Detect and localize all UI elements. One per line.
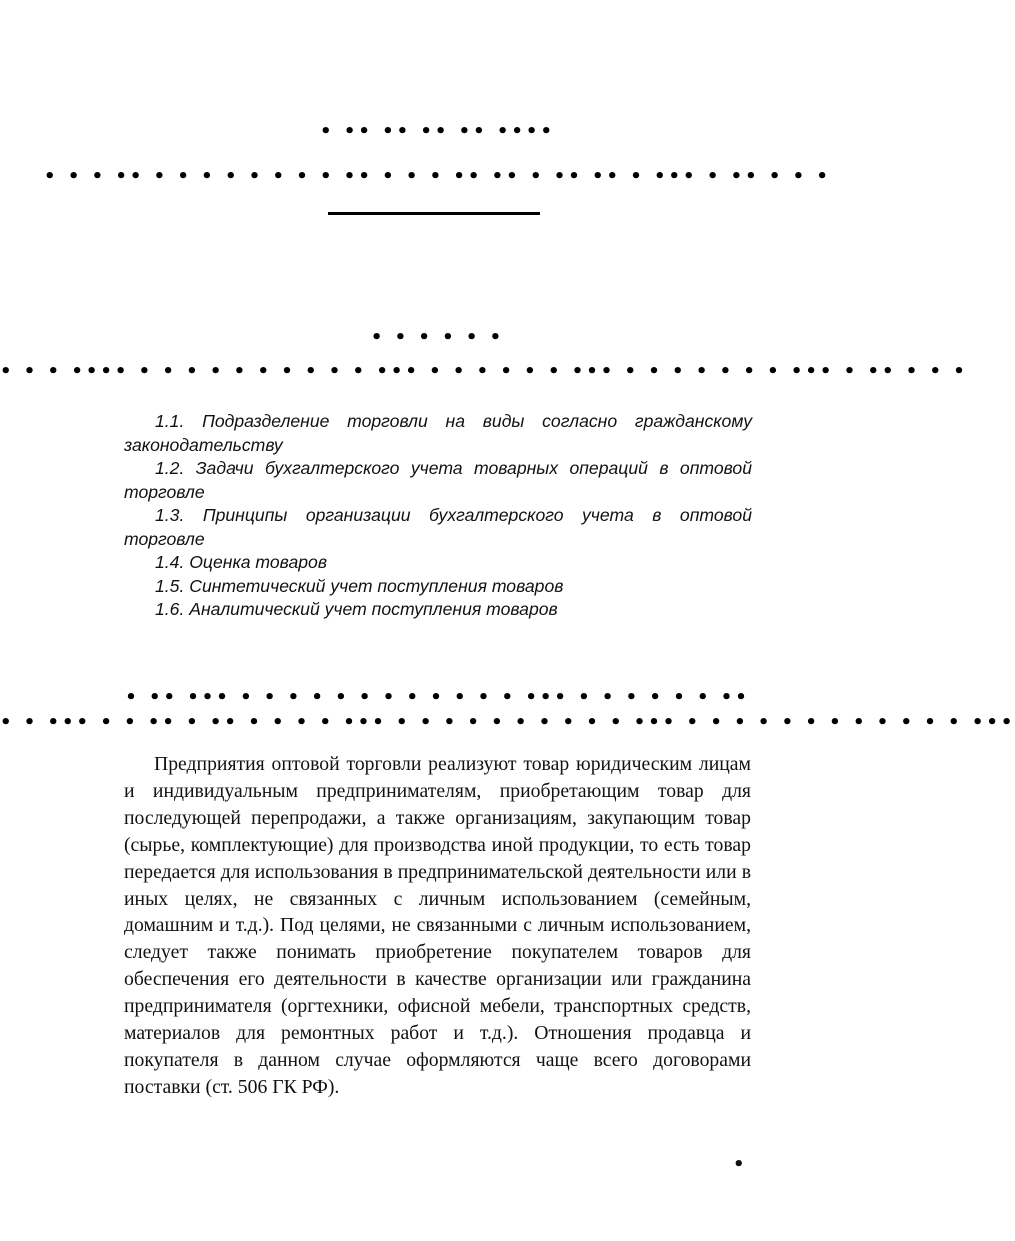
toc-item[interactable]: 1.5. Синтетический учет поступления товаров	[155, 575, 564, 596]
chapter-title: • • • •• • • • • • • • • •• • • • •• •• • •• •• • ••• • •• • • •	[44, 166, 831, 187]
subsection-heading-line2: • • ••• • • •• • •• • • • • ••• • • • • • • • • • • ••• • • • • • • • • • • • • •••	[0, 712, 1015, 733]
toc-item[interactable]: 1.2. Задачи бухгалтерского учета товарных операций в оптовой торговле	[124, 458, 752, 502]
subsection-heading-line1: • •• ••• • • • • • • • • • • • • ••• • • • • • • ••	[125, 687, 750, 708]
section-title: • • • •••• • • • • • • • • • • ••• • • • • • • ••• • • • • • • • ••• • •• • • •	[0, 361, 968, 382]
body-paragraph: Предприятия оптовой торговли реализуют товар юридическим лицам и индивидуальным предпринимателям, приобретающим товар для последующей перепродажи, а также организациям, закупающим товар (сырье, комплектующие) для производства иной продукции, то есть товар передается для использования в предпринимательской деятельности или в иных целях, не связанных с личным использованием (семейным, домашним и т.д.). Под целями, не связанными с личным использованием, следует также понимать приобретение покупателем товаров для обеспечения его деятельности в качестве организации или гражданина предпринимателя (оргтехники, офисной мебели, транспортных средств, материалов для ремонтных работ и т.д.). Отношения продавца и покупателя в данном случае оформляются чаще всего договорами поставки (ст. 506 ГК РФ).	[124, 753, 751, 1098]
toc-item[interactable]: 1.1. Подразделение торговли на виды согласно гражданскому законодательству	[124, 411, 752, 455]
chapter-rule	[328, 212, 540, 215]
toc-item[interactable]: 1.3. Принципы организации бухгалтерского учета в оптовой торговле	[124, 505, 752, 549]
toc-item[interactable]: 1.4. Оценка товаров	[155, 552, 328, 572]
page-number: •	[733, 1154, 745, 1175]
section-label: • • • • • •	[370, 327, 505, 348]
chapter-label: • •• •• •• •• ••••	[320, 121, 555, 142]
table-of-contents	[124, 410, 752, 622]
toc-item[interactable]: 1.6. Аналитический учет поступления товаров	[155, 599, 558, 619]
